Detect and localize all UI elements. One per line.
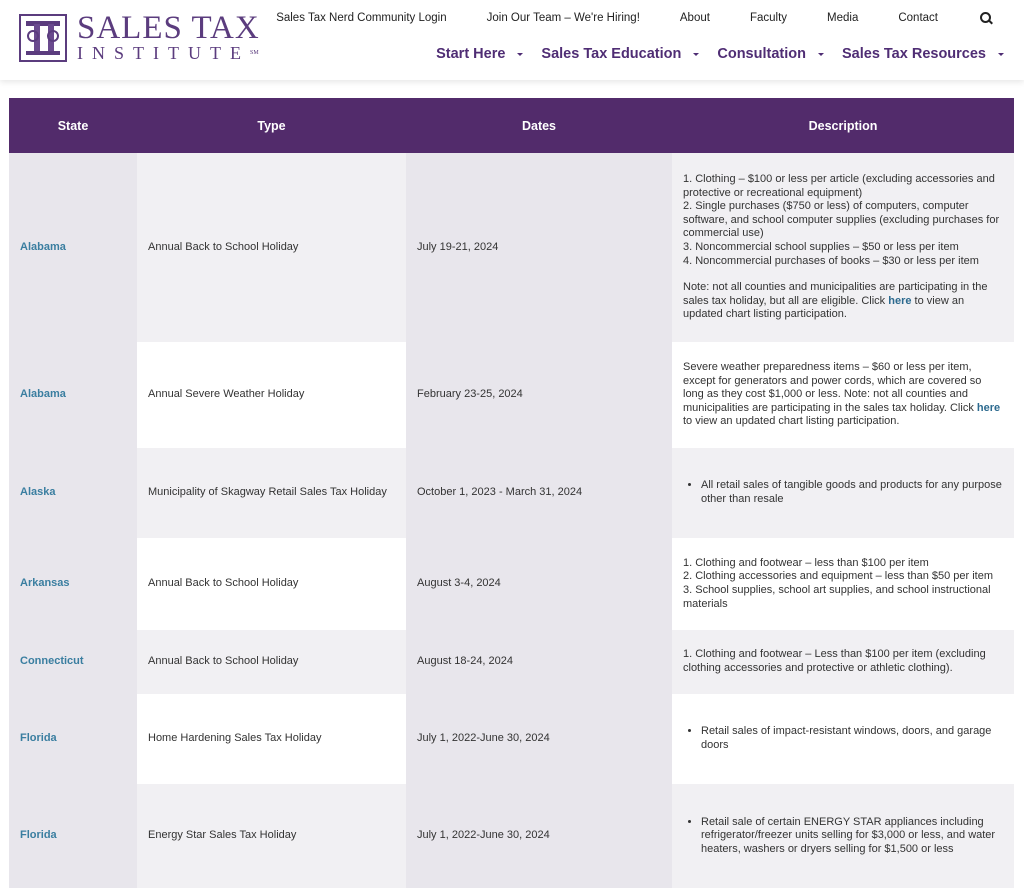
top-nav	[276, 12, 992, 24]
holiday-dates: August 18-24, 2024	[406, 630, 672, 694]
state-link[interactable]: Florida	[9, 694, 137, 784]
main-nav	[436, 46, 1004, 62]
holiday-type: Annual Back to School Holiday	[137, 153, 406, 342]
state-link[interactable]: Alabama	[9, 153, 137, 342]
site-header	[0, 0, 1024, 80]
holiday-type: Home Hardening Sales Tax Holiday	[137, 694, 406, 784]
desc-line: 2. Clothing accessories and equipment – less than $50 per item	[683, 570, 994, 583]
logo-text	[77, 10, 260, 63]
desc-line: 1. Clothing and footwear – Less than $100 per item (excluding clothing accessories and protective or athletic clothing).	[683, 648, 986, 674]
mainnav-label: Start Here	[436, 46, 506, 62]
state-link[interactable]: Arkansas	[9, 538, 137, 630]
mainnav-label: Sales Tax Resources	[841, 46, 986, 62]
table-row	[9, 538, 1014, 630]
column-header-description[interactable]: Description	[672, 98, 1014, 153]
holiday-description	[672, 153, 1014, 342]
desc-bullet: • Retail sale of certain ENERGY STAR appliances including refrigerator/freezer units selling for $3,000 or less, and water heaters, washers or dryers selling for $1,500 or less	[701, 816, 1003, 857]
table-row	[9, 153, 1014, 342]
holiday-description	[672, 784, 1014, 888]
state-link[interactable]: Alabama	[9, 342, 137, 448]
table-row	[9, 784, 1014, 888]
holiday-type: Annual Back to School Holiday	[137, 538, 406, 630]
mainnav-start-here[interactable]	[436, 46, 523, 62]
holiday-dates: August 3-4, 2024	[406, 538, 672, 630]
logo-title: SALES TAX	[77, 10, 260, 46]
state-link[interactable]: Connecticut	[9, 630, 137, 694]
holiday-description	[672, 630, 1014, 694]
desc-bullet: • All retail sales of tangible goods and products for any purpose other than resale	[701, 479, 1003, 506]
table-row	[9, 342, 1014, 448]
chevron-down-icon	[693, 53, 699, 56]
chevron-down-icon	[998, 53, 1004, 56]
desc-line: 1. Clothing and footwear – less than $100 per item	[683, 556, 929, 569]
column-header-dates[interactable]: Dates	[406, 98, 672, 153]
holiday-type: Annual Severe Weather Holiday	[137, 342, 406, 448]
holiday-dates: July 1, 2022-June 30, 2024	[406, 784, 672, 888]
participation-chart-link[interactable]: here	[976, 401, 1001, 414]
table-row	[9, 694, 1014, 784]
site-logo[interactable]	[19, 10, 260, 63]
topnav-join-team[interactable]: Join Our Team – We're Hiring!	[486, 12, 640, 24]
table-row	[9, 630, 1014, 694]
participation-chart-link[interactable]: here	[888, 294, 912, 307]
logo-mark-icon	[19, 14, 67, 62]
desc-line: 3. Noncommercial school supplies – $50 or less per item	[683, 241, 959, 253]
table-header-row	[9, 98, 1014, 153]
holiday-description	[672, 694, 1014, 784]
state-link[interactable]: Alaska	[9, 448, 137, 538]
holiday-dates: October 1, 2023 - March 31, 2024	[406, 448, 672, 538]
state-link[interactable]: Florida	[9, 784, 137, 888]
holiday-dates: July 1, 2022-June 30, 2024	[406, 694, 672, 784]
column-header-type[interactable]: Type	[137, 98, 406, 153]
holiday-description	[672, 448, 1014, 538]
holiday-type: Annual Back to School Holiday	[137, 630, 406, 694]
topnav-community-login[interactable]: Sales Tax Nerd Community Login	[276, 12, 447, 24]
holiday-type: Energy Star Sales Tax Holiday	[137, 784, 406, 888]
desc-line: 3. School supplies, school art supplies, and school instructional materials	[683, 584, 991, 610]
holiday-table	[9, 98, 1014, 888]
table-row	[9, 448, 1014, 538]
holiday-description	[672, 538, 1014, 630]
topnav-contact[interactable]: Contact	[898, 12, 938, 24]
desc-line: 4. Noncommercial purchases of books – $30 or less per item	[683, 254, 979, 267]
column-header-state[interactable]: State	[9, 98, 137, 153]
mainnav-sales-tax-education[interactable]	[541, 46, 699, 62]
logo-service-mark: SM	[249, 50, 259, 56]
search-icon[interactable]	[980, 12, 992, 24]
desc-bullet: • Retail sales of impact-resistant windows, doors, and garage doors	[701, 725, 1003, 752]
holiday-dates: July 19-21, 2024	[406, 153, 672, 342]
topnav-media[interactable]: Media	[827, 12, 859, 24]
chevron-down-icon	[818, 53, 824, 56]
chevron-down-icon	[517, 53, 523, 56]
mainnav-label: Consultation	[717, 46, 806, 62]
topnav-faculty[interactable]: Faculty	[749, 12, 788, 24]
mainnav-sales-tax-resources[interactable]	[842, 46, 1004, 62]
holiday-description	[672, 342, 1014, 448]
desc-note: Note: not all counties and municipalities are participating in the sales tax holiday, but all are eligible. Click here to view an updated chart listing participation.	[683, 281, 988, 321]
desc-line: 1. Clothing – $100 or less per article (excluding accessories and protective or recreational equipment)	[683, 173, 995, 199]
desc-note: Severe weather preparedness items – $60 or less per item, except for generators and power cords, which are covered so long as they cost $1,000 or less. Note: not all counties and municipalities are participating in the sales tax holiday. Click here to view an updated chart listing participation.	[683, 361, 1001, 428]
mainnav-consultation[interactable]	[717, 46, 824, 62]
topnav-about[interactable]: About	[679, 12, 710, 24]
mainnav-label: Sales Tax Education	[541, 46, 682, 62]
desc-line: 2. Single purchases ($750 or less) of computers, computer software, and school computer supplies (excluding purchases for commercial use)	[683, 200, 1000, 240]
holiday-type: Municipality of Skagway Retail Sales Tax Holiday	[137, 448, 406, 538]
logo-subtitle: INSTITUTE℠	[77, 43, 259, 63]
holiday-dates: February 23-25, 2024	[406, 342, 672, 448]
